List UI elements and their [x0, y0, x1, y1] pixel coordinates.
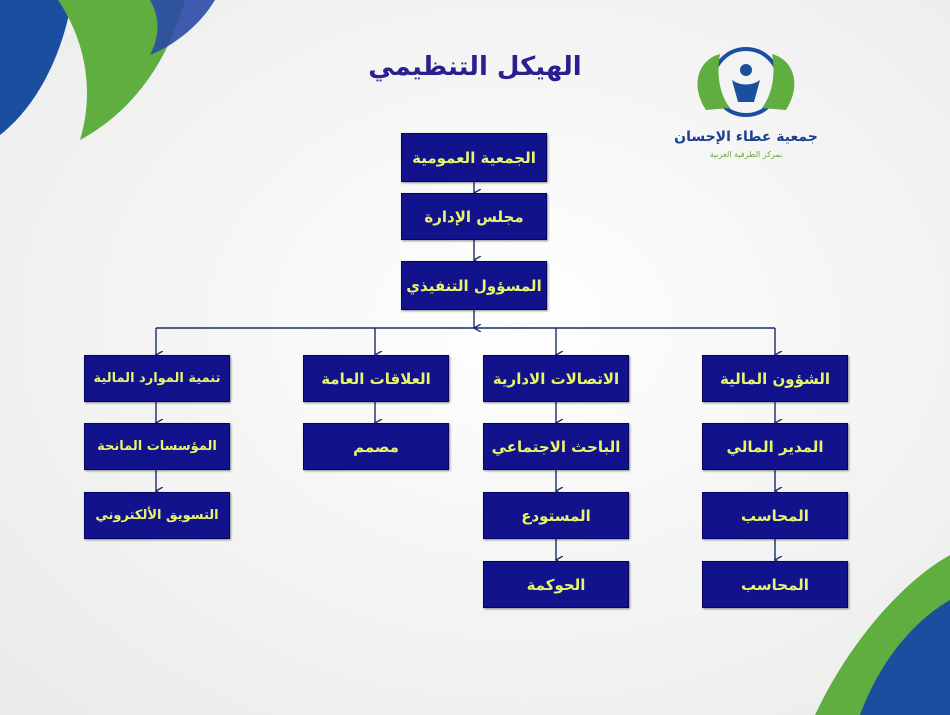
node-public-relations: العلاقات العامة: [303, 355, 449, 402]
node-donor-institutions: المؤسسات المانحة: [84, 423, 230, 470]
node-warehouse: المستودع: [483, 492, 629, 539]
node-designer: مصمم: [303, 423, 449, 470]
node-general-assembly: الجمعية العمومية: [401, 133, 547, 182]
node-accountant: المحاسب: [702, 561, 848, 608]
node-social-researcher: الباحث الاجتماعي: [483, 423, 629, 470]
node-financial-resource-development: تنمية الموارد المالية: [84, 355, 230, 402]
node-financial-manager: المدير المالي: [702, 423, 848, 470]
logo-name: جمعية عطاء الإحسان: [674, 129, 818, 145]
page-title: الهيكل التنظيمي: [368, 52, 582, 82]
node-e-marketing: التسويق الألكتروني: [84, 492, 230, 539]
node-executive-officer: المسؤول التنفيذي: [401, 261, 547, 310]
node-accountant: المحاسب: [702, 492, 848, 539]
node-administrative-communications: الاتصالات الادارية: [483, 355, 629, 402]
logo-subtitle: بمركز الطرفية الغربية: [709, 150, 783, 159]
node-financial-affairs: الشؤون المالية: [702, 355, 848, 402]
node-governance: الحوكمة: [483, 561, 629, 608]
node-board-of-directors: مجلس الإدارة: [401, 193, 547, 240]
